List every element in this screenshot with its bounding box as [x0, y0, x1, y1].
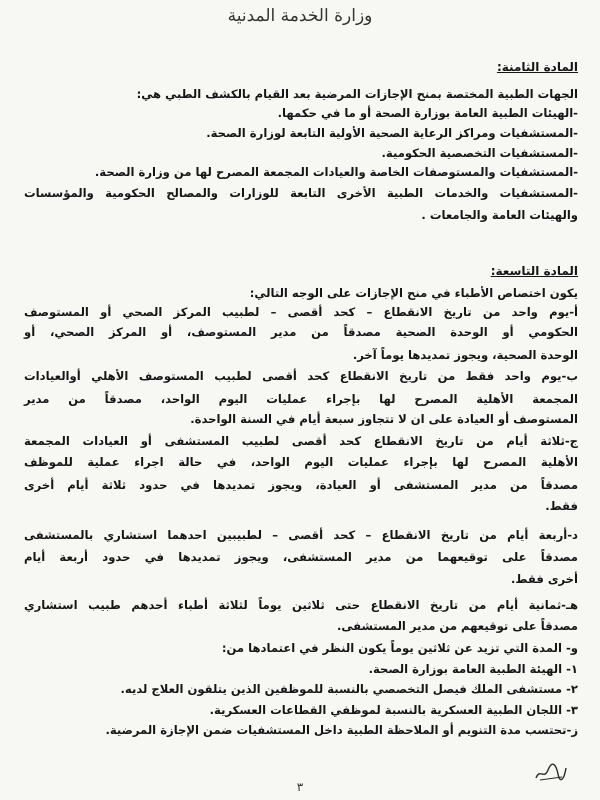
text-line: مصدقاً من مدير المستشفى أو العيادة، ويجوز تمديدها في حدود ثلاثة أيام أخرى: [24, 478, 578, 492]
text-line: والهيئات العامة والجامعات .: [421, 208, 578, 222]
text-line: الجهات الطبية المختصة بمنح الإجازات المرضية بعد القيام بالكشف الطبي هي:: [136, 87, 578, 101]
text-line: فقط.: [545, 499, 578, 513]
section-heading: المادة الثامنة:: [496, 60, 578, 74]
section-heading: المادة التاسعة:: [490, 264, 578, 278]
text-line: مصدقاً على توقيعهم من مدير المستشفى.: [336, 619, 578, 633]
text-line: هـ-ثمانية أيام من تاريخ الانقطاع حتى ثلاثين يوماً لثلاثة أطباء أحدهم طبيب استشاري: [24, 598, 578, 612]
text-line: -المستشفيات ومراكز الرعاية الصحية الأولية التابعة لوزارة الصحة.: [206, 126, 578, 140]
text-line: و- المدة التي تزيد عن ثلاثين يوماً يكون النظر في اعتمادها من:: [221, 641, 578, 655]
text-line: -المستشفيات والمستوصفات الخاصة والعيادات المجمعة المصرح لها من وزارة الصحة.: [94, 165, 578, 179]
text-line: -الهيئات الطبية العامة بوزارة الصحة أو ما في حكمها.: [277, 106, 578, 120]
text-line: -المستشفيات والخدمات الطبية الأخرى التابعة للوزارات والمصالح الحكومية والمؤسسات: [24, 186, 578, 200]
text-line: الحكومي أو الوحدة الصحية مصدقاً من مدير المستوصف، أو المركز الصحي، أو: [24, 325, 578, 339]
page-number: ٣: [296, 780, 304, 794]
text-line: المستوصف أو العيادة على ان لا تتجاوز سبعة أيام في السنة الواحدة.: [190, 412, 578, 426]
text-line: ٢- مستشفى الملك فيصل التخصصي بالنسبة للموظفين الذين يتلقون العلاج لديه.: [120, 682, 578, 696]
text-line: الوحدة الصحية، ويجوز تمديدها يوماً آخر.: [352, 348, 578, 362]
text-line: -المستشفيات التخصصية الحكومية.: [381, 146, 578, 160]
ministry-header: وزارة الخدمة المدنية: [227, 6, 373, 26]
text-line: ب-يوم واحد فقط من تاريخ الانقطاع كحد أقصى لطبيب المستوصف الأهلي أوالعيادات: [24, 369, 578, 383]
text-line: أ-يوم واحد من تاريخ الانقطاع – كحد أقصى – لطبيب المركز الصحي أو المستوصف: [24, 305, 578, 319]
text-line: مصدقاً على توقيعهما من مدير المستشفى، ويجوز تمديدها في حدود أربعة أيام: [24, 550, 578, 564]
text-line: يكون اختصاص الأطباء في منح الإجازات على الوجه التالي:: [249, 286, 578, 300]
text-line: ٣- اللجان الطبية العسكرية بالنسبة لموظفي القطاعات العسكرية.: [209, 703, 578, 717]
text-line: ١- الهيئة الطبية العامة بوزارة الصحة.: [368, 662, 578, 676]
text-line: ز-تحتسب مدة التنويم أو الملاحظة الطبية داخل المستشفيات ضمن الإجازة المرضية.: [105, 723, 578, 737]
text-line: الأهلية المصرح لها بإجراء عمليات اليوم الواحد، في حالة اجراء عملية للموظف: [24, 455, 578, 469]
text-line: د-أربعة أيام من تاريخ الانقطاع – كحد أقصى – لطبيبين احدهما استشاري بالمستشفى: [24, 528, 578, 542]
text-line: أخرى فقط.: [511, 572, 578, 586]
text-line: المجمعة الأهلية المصرح لها بإجراء عمليات اليوم الواحد، مصدقاً من مدير: [24, 392, 578, 406]
text-line: ج-ثلاثة أيام من تاريخ الانقطاع كحد أقصى لطبيب المستشفى أو العيادات المجمعة: [24, 434, 578, 448]
